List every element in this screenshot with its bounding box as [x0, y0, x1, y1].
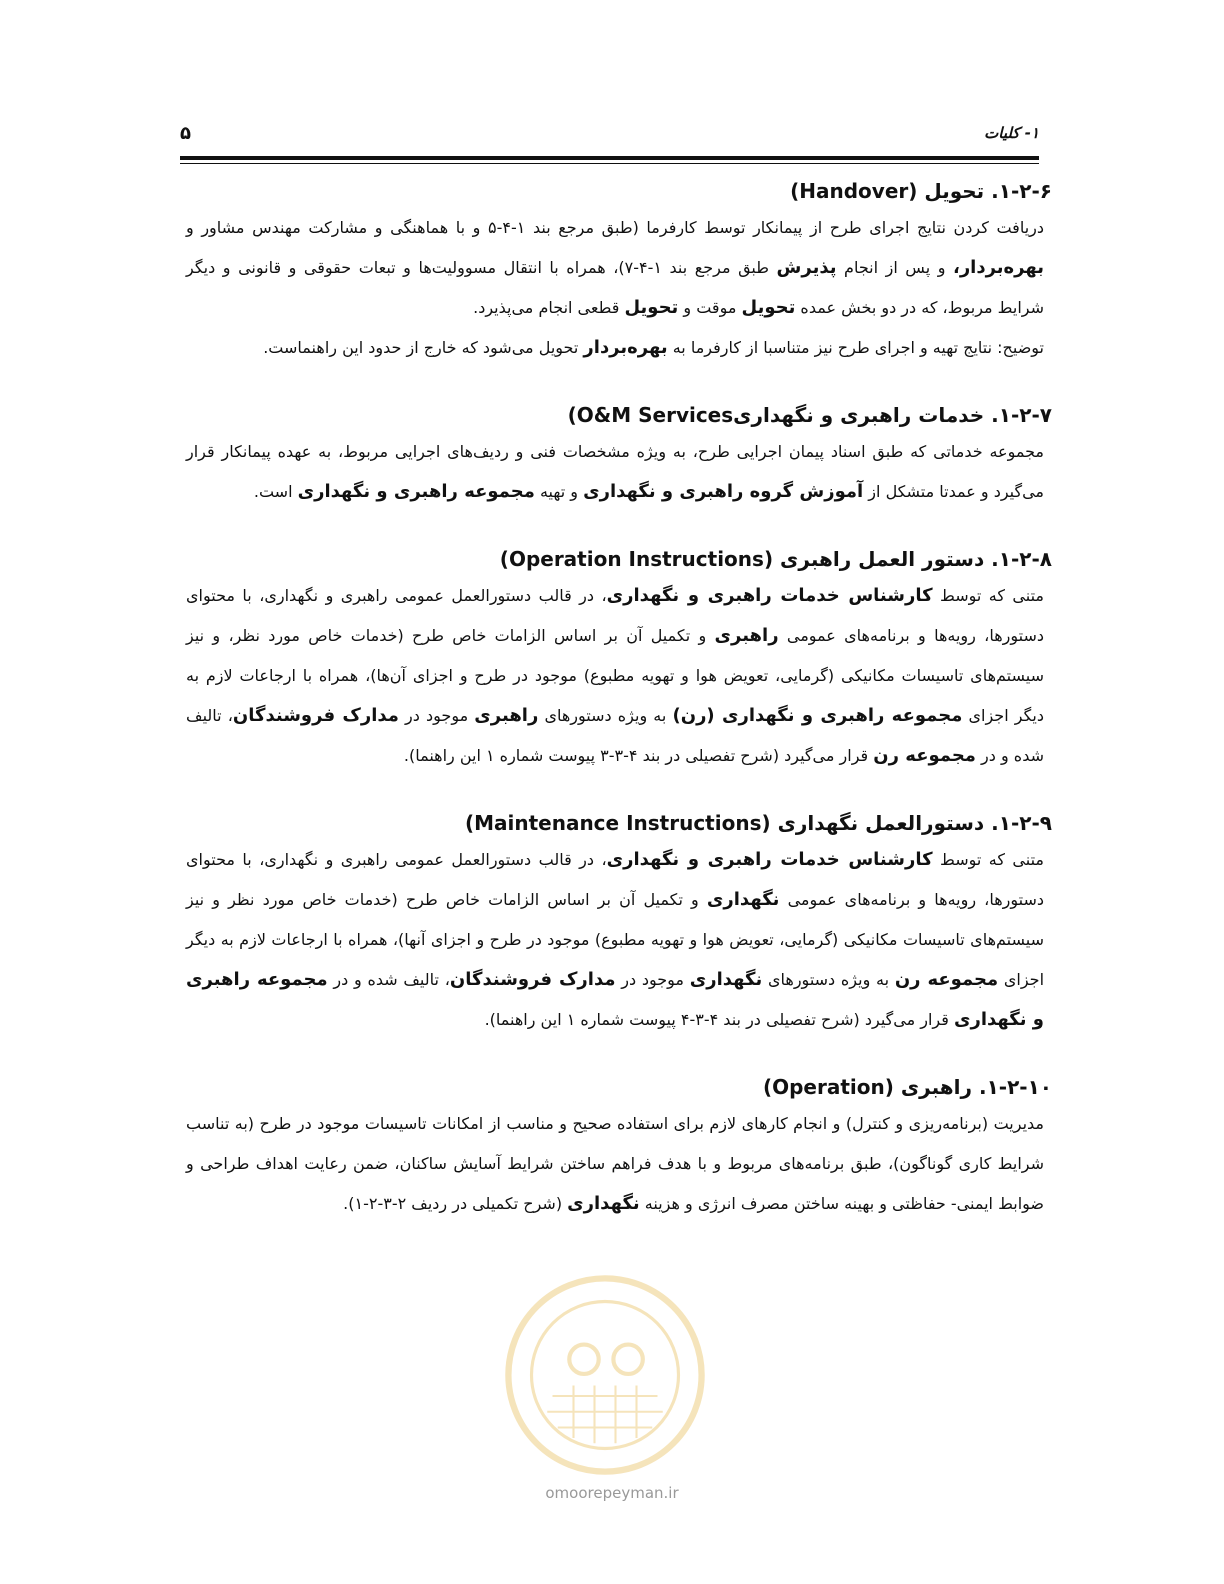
- bold-term: مجموعه رن: [873, 745, 976, 766]
- section: [186, 544, 1052, 776]
- section-title: خدمات راهبری و نگهداری: [733, 403, 985, 427]
- text-run: متنی که توسط: [932, 850, 1044, 869]
- section: [186, 400, 1052, 512]
- section-number: ۱-۲-۹.: [984, 811, 1052, 835]
- bold-term: مجموعه رن: [894, 969, 999, 990]
- text-run: قطعی انجام می‌پذیرد.: [473, 298, 625, 317]
- text-run: توضیح: نتایج تهیه و اجرای طرح نیز متناسبا از کارفرما به: [667, 338, 1044, 357]
- bold-term: راهبری: [474, 705, 539, 726]
- bold-term: مجموعه راهبری و نگهداری: [297, 481, 535, 502]
- text-run: ، در قالب دستورالعمل عمومی راهبری و نگهداری، با محتوای دستورها، رویه‌ها و برنامه‌های عمومی: [186, 586, 1044, 645]
- text-run: به ویژه دستورهای: [538, 706, 673, 725]
- page-number: ۵: [180, 122, 191, 144]
- bold-term: کارشناس خدمات راهبری و نگهداری: [606, 585, 933, 606]
- document-body: [186, 168, 1052, 1254]
- text-run: و تکمیل آن بر اساس الزامات خاص طرح (خدمات خاص مورد نظر، و نیز سیستم‌های تاسیسات مکانیکی (گرمایی، تعویض هوا و تهویه مطبوع) موجود در طرح و اجزای آن‌ها)، همراه با ارجاعات لازم به دیگر اجزای: [186, 626, 1045, 725]
- text-run: ، تالیف شده و در: [327, 970, 450, 989]
- bold-term: مجموعه راهبری و نگهداری: [186, 969, 1044, 1030]
- paragraph: [186, 432, 1052, 512]
- paragraph: [186, 328, 1052, 368]
- text-run: قرار می‌گیرد (شرح تفصیلی در بند ۴-۳-۳ پیوست شماره ۱ این راهنما).: [403, 746, 874, 765]
- section-title: دستور العمل راهبری: [773, 547, 985, 571]
- section: [186, 176, 1052, 368]
- bold-term: راهبری: [714, 625, 779, 646]
- text-run: (شرح تکمیلی در ردیف ۲-۳-۲-۱).: [343, 1194, 568, 1213]
- text-run: و تهیه: [534, 482, 584, 501]
- section-heading: [186, 176, 1052, 206]
- bold-term: نگهداری: [689, 969, 763, 990]
- bold-term: نگهداری: [706, 889, 780, 910]
- section-number: ۱-۲-۷.: [984, 403, 1052, 427]
- bold-term: کارشناس خدمات راهبری و نگهداری: [606, 849, 933, 870]
- text-run: و پس از انجام: [836, 258, 953, 277]
- bold-term: مدارک فروشندگان: [232, 705, 399, 726]
- bold-term: تحویل: [741, 297, 796, 318]
- section: [186, 1072, 1052, 1224]
- running-title: ۱- کلیات: [984, 124, 1039, 142]
- text-run: قرار می‌گیرد (شرح تفصیلی در بند ۴-۳-۴ پیوست شماره ۱ این راهنما).: [484, 1010, 954, 1029]
- section-heading: [186, 1072, 1052, 1102]
- bold-term: آموزش گروه راهبری و نگهداری: [583, 481, 864, 502]
- section: [186, 808, 1052, 1040]
- section-title-english: (Maintenance Instructions): [464, 811, 771, 835]
- text-run: ، تالیف شده و در: [186, 706, 1044, 765]
- text-run: متنی که توسط: [932, 586, 1044, 605]
- section-title: دستورالعمل نگهداری: [770, 811, 985, 835]
- bold-term: تحویل: [624, 297, 679, 318]
- bold-term: نگهداری: [567, 1193, 640, 1214]
- paragraph: [186, 576, 1052, 776]
- section-title: تحویل: [917, 179, 985, 203]
- text-run: مدیریت (برنامه‌ریزی و کنترل) و انجام کارهای لازم برای استفاده صحیح و مناسب از امکانات تاسیسات موجود در طرح (به تناسب شرایط کاری گوناگون)، طبق برنامه‌های مربوط و با هدف فراهم ساختن شرایط آسایش ساکنان، ضمن رعایت اهداف طراحی و ضوابط ایمنی- حفاظتی و بهینه ساختن مصرف انرژی و هزینه: [186, 1114, 1044, 1213]
- section-title-english: (Operation Instructions): [499, 547, 774, 571]
- header-rule-thin: [180, 163, 1039, 164]
- watermark-text: omoorepeyman.ir: [545, 1484, 679, 1502]
- text-run: تحویل می‌شود که خارج از حدود این راهنماست.: [263, 338, 584, 357]
- gear-seal-icon: [500, 1270, 710, 1480]
- section-number: ۱-۲-۱۰.: [972, 1075, 1052, 1099]
- paragraph: [186, 1104, 1052, 1224]
- section-title-english: (Handover): [790, 179, 918, 203]
- text-run: طبق مرجع بند ۱-۴-۷)، همراه با انتقال مسوولیت‌ها و تبعات حقوقی و قانونی و دیگر شرایط مربوط، که در دو بخش عمده: [186, 258, 1044, 317]
- header-rule-thick: [180, 156, 1039, 160]
- page-header: [180, 118, 1039, 148]
- text-run: موجود در: [615, 970, 690, 989]
- section-heading: [186, 400, 1052, 430]
- paragraph: [186, 840, 1052, 1040]
- bold-term: مدارک فروشندگان: [449, 969, 616, 990]
- paragraph: [186, 208, 1052, 328]
- bold-term: بهره‌بردار: [583, 337, 668, 358]
- section-title-english: (Operation): [762, 1075, 894, 1099]
- section-title: راهبری: [893, 1075, 972, 1099]
- text-run: دریافت کردن نتایج اجرای طرح از پیمانکار توسط کارفرما (طبق مرجع بند ۱-۴-۵ و با هماهنگی و مشارکت مهندس مشاور و: [186, 218, 1045, 237]
- bold-term: بهره‌بردار،: [952, 257, 1045, 278]
- section-title-english: (O&M Services: [567, 403, 734, 427]
- text-run: به ویژه دستورهای: [762, 970, 895, 989]
- text-run: موقت و: [678, 298, 742, 317]
- bold-term: پذیرش: [776, 257, 837, 278]
- text-run: موجود در: [398, 706, 475, 725]
- section-number: ۱-۲-۶.: [984, 179, 1052, 203]
- section-number: ۱-۲-۸.: [984, 547, 1052, 571]
- text-run: ، در قالب دستورالعمل عمومی راهبری و نگهداری، با محتوای دستورها، رویه‌ها و برنامه‌های عمومی: [186, 850, 1045, 909]
- section-heading: [186, 808, 1052, 838]
- text-run: است.: [253, 482, 298, 501]
- text-run: مجموعه خدماتی که طبق اسناد پیمان اجرایی طرح، به ویژه مشخصات فنی و ردیف‌های اجرایی مربوط، به عهده پیمانکار قرار می‌گیرد و عمدتا متشکل از: [186, 442, 1044, 501]
- section-heading: [186, 544, 1052, 574]
- bold-term: مجموعه راهبری و نگهداری (رن): [672, 705, 963, 726]
- text-run: و تکمیل آن بر اساس الزامات خاص طرح (خدمات خاص مورد نظر و نیز سیستم‌های تاسیسات مکانیکی (گرمایی، تعویض هوا و تهویه مطبوع) موجود در طرح و اجزای آنها)، همراه با ارجاعات لازم به دیگر اجزای: [186, 890, 1045, 989]
